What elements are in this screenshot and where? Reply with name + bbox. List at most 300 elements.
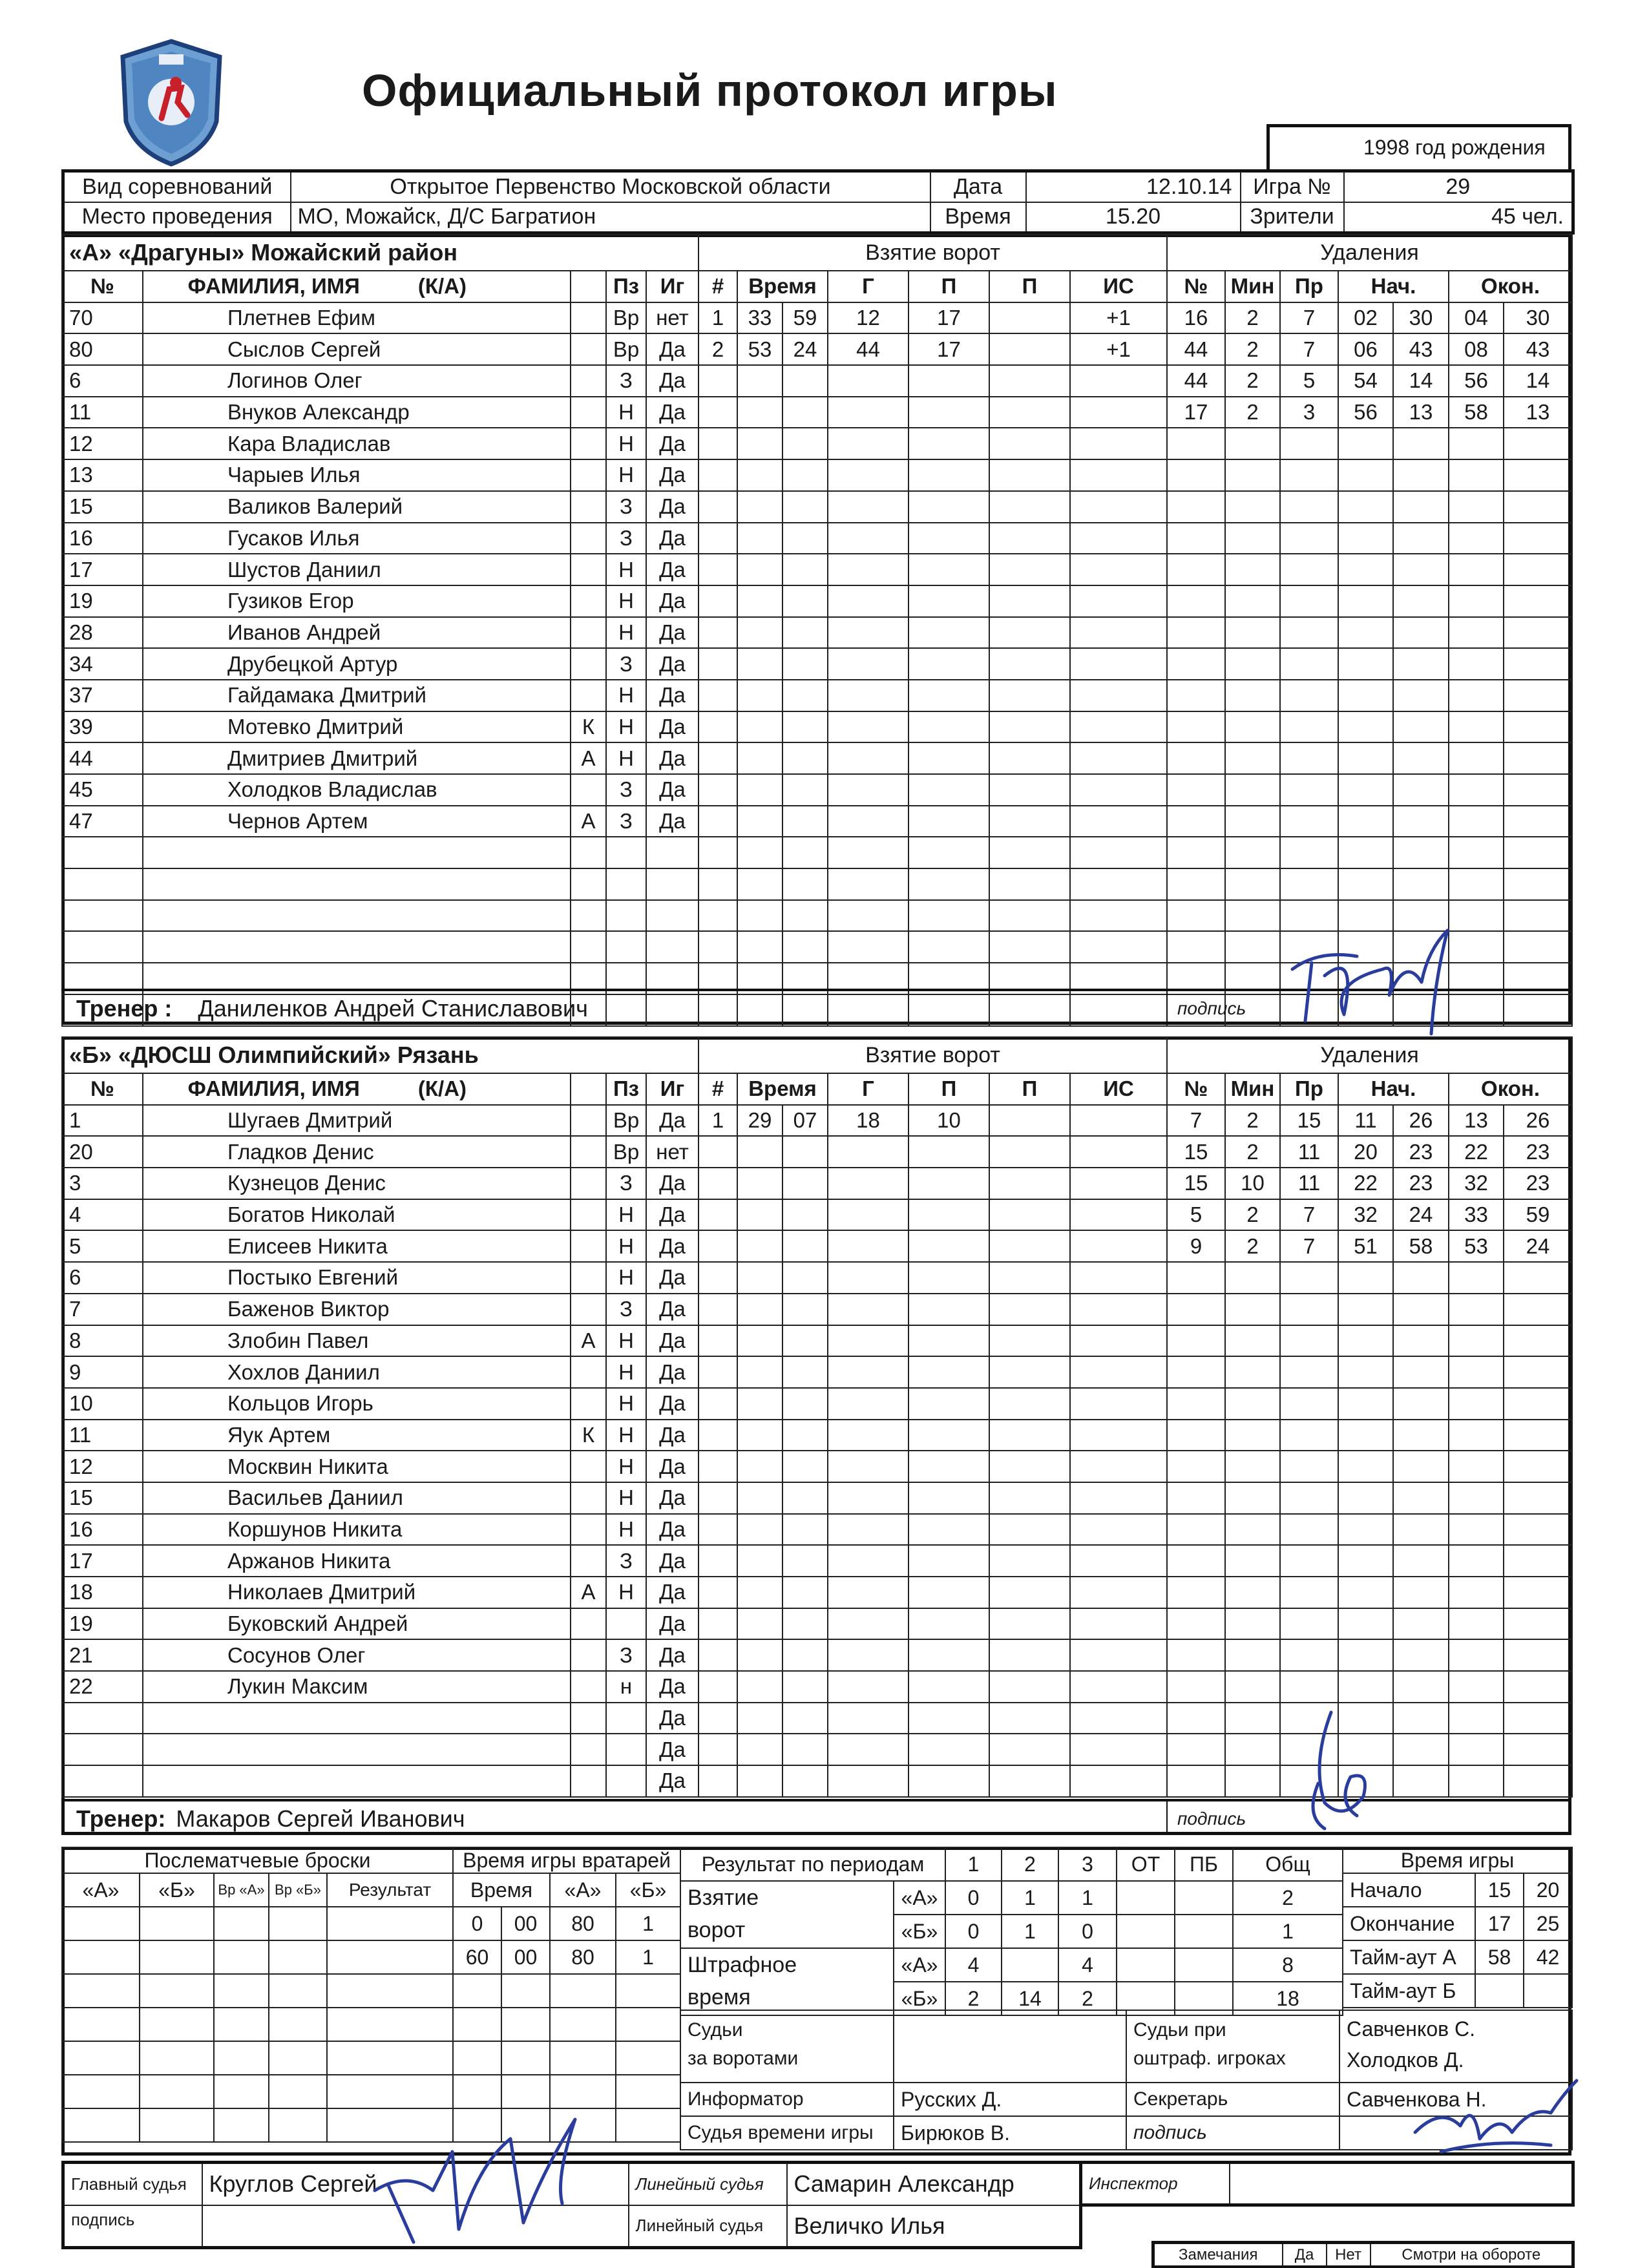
period-row-pim-a bbox=[680, 1948, 1343, 1982]
player-row bbox=[62, 1199, 698, 1231]
goal-assist-1 bbox=[909, 523, 989, 554]
player-played: Да bbox=[646, 1703, 698, 1734]
goal-minute bbox=[737, 1608, 782, 1640]
player-number: 37 bbox=[62, 680, 143, 711]
goal-number bbox=[698, 1420, 737, 1451]
player-position: Н bbox=[606, 1577, 646, 1608]
goal-minute bbox=[737, 1168, 782, 1199]
goal-situation bbox=[1070, 1136, 1167, 1168]
player-name: Шугаев Дмитрий bbox=[143, 1105, 571, 1137]
goal-scorer bbox=[828, 711, 909, 743]
player-number: 11 bbox=[62, 1420, 143, 1451]
player-played bbox=[646, 931, 698, 963]
goal-second bbox=[782, 1482, 828, 1514]
penalty-start-sec bbox=[1393, 1482, 1449, 1514]
player-captain-mark bbox=[571, 1639, 606, 1671]
penalty-start-min bbox=[1338, 806, 1393, 837]
penalty-reason bbox=[1280, 554, 1338, 585]
goal-scorer bbox=[828, 1577, 909, 1608]
informer-label: Информатор bbox=[680, 2083, 894, 2116]
penalty-row bbox=[1167, 554, 1572, 585]
period-total-value: 8 bbox=[1233, 1948, 1343, 1982]
goal-scorer bbox=[828, 397, 909, 428]
goal-row bbox=[698, 1388, 1167, 1420]
pen-col-end: Окон. bbox=[1449, 1073, 1572, 1105]
player-position bbox=[606, 931, 646, 963]
player-name: Сосунов Олег bbox=[143, 1639, 571, 1671]
player-number bbox=[62, 1734, 143, 1765]
penalty-end-sec bbox=[1504, 1639, 1572, 1671]
penalty-player bbox=[1167, 459, 1225, 491]
player-number: 13 bbox=[62, 459, 143, 491]
goal-minute bbox=[737, 397, 782, 428]
penalty-start-sec: 26 bbox=[1393, 1105, 1449, 1137]
player-row bbox=[62, 742, 698, 774]
player-played: Да bbox=[646, 648, 698, 680]
player-number: 80 bbox=[62, 333, 143, 365]
penalty-end-min: 04 bbox=[1449, 302, 1504, 334]
player-row bbox=[62, 365, 698, 397]
goal-assist-1 bbox=[909, 1420, 989, 1451]
goal-row bbox=[698, 365, 1167, 397]
player-captain-mark bbox=[571, 585, 606, 617]
federation-shield-icon bbox=[116, 37, 226, 167]
penalty-end-sec bbox=[1504, 1294, 1572, 1325]
penalty-reason bbox=[1280, 806, 1338, 837]
player-row bbox=[62, 302, 698, 334]
player-captain-mark bbox=[571, 491, 606, 523]
player-captain-mark: А bbox=[571, 1577, 606, 1608]
player-number: 5 bbox=[62, 1230, 143, 1262]
goal-assist-1 bbox=[909, 1577, 989, 1608]
goal-minute bbox=[737, 774, 782, 806]
line-judge-1-value: Самарин Александр bbox=[787, 2163, 1081, 2205]
goal-row bbox=[698, 680, 1167, 711]
goal-row bbox=[698, 554, 1167, 585]
penalty-minutes bbox=[1225, 1514, 1280, 1546]
penalty-end-min bbox=[1449, 1482, 1504, 1514]
period-value: 2 bbox=[1058, 1982, 1117, 2015]
player-captain-mark bbox=[571, 1671, 606, 1703]
penalty-start-sec: 13 bbox=[1393, 397, 1449, 428]
player-captain-mark bbox=[571, 397, 606, 428]
penalty-minutes bbox=[1225, 617, 1280, 649]
player-name: Чернов Артем bbox=[143, 806, 571, 837]
penalty-player: 44 bbox=[1167, 333, 1225, 365]
goal-situation bbox=[1070, 1230, 1167, 1262]
player-captain-mark bbox=[571, 900, 606, 932]
period-team-tag: «Б» bbox=[894, 1982, 945, 2015]
col-name: ФАМИЛИЯ, ИМЯ (К/А) bbox=[143, 271, 571, 302]
penalty-row bbox=[1167, 837, 1572, 868]
goal-row bbox=[698, 774, 1167, 806]
goal-situation bbox=[1070, 1608, 1167, 1640]
goal-scorer bbox=[828, 1230, 909, 1262]
player-row bbox=[62, 1325, 698, 1357]
player-number: 17 bbox=[62, 1545, 143, 1577]
goal-assist-2 bbox=[989, 397, 1070, 428]
goal-situation bbox=[1070, 585, 1167, 617]
penalty-start-min bbox=[1338, 585, 1393, 617]
goal-second bbox=[782, 774, 828, 806]
goal-situation bbox=[1070, 742, 1167, 774]
goal-row bbox=[698, 806, 1167, 837]
goal-row bbox=[698, 1294, 1167, 1325]
goal-minute: 33 bbox=[737, 302, 782, 334]
period-value bbox=[1117, 1915, 1175, 1948]
penalty-start-min: 20 bbox=[1338, 1136, 1393, 1168]
period-value: 1 bbox=[1002, 1915, 1058, 1948]
goal-situation bbox=[1070, 1105, 1167, 1137]
penalty-minutes bbox=[1225, 1734, 1280, 1765]
goal-situation bbox=[1070, 931, 1167, 963]
penalty-start-min: 32 bbox=[1338, 1199, 1393, 1231]
penalty-minutes: 10 bbox=[1225, 1168, 1280, 1199]
goal-situation: +1 bbox=[1070, 302, 1167, 334]
player-row bbox=[62, 1734, 698, 1765]
goal-second bbox=[782, 1545, 828, 1577]
goal-scorer bbox=[828, 1356, 909, 1388]
penalty-start-sec bbox=[1393, 1451, 1449, 1482]
pen-col-start: Нач. bbox=[1338, 1073, 1449, 1105]
goal-assist-2 bbox=[989, 1703, 1070, 1734]
goal-assist-2 bbox=[989, 1388, 1070, 1420]
goal-row bbox=[698, 931, 1167, 963]
period-row-goals-a bbox=[680, 1881, 1343, 1915]
timeout-b-sec bbox=[1524, 1974, 1572, 2008]
penalty-end-sec bbox=[1504, 1451, 1572, 1482]
game-label: Игра № bbox=[1241, 171, 1344, 202]
goal-second bbox=[782, 1703, 828, 1734]
remarks-yes[interactable]: Да bbox=[1283, 2243, 1327, 2267]
goal-minute bbox=[737, 1514, 782, 1546]
goal-assist-1 bbox=[909, 1639, 989, 1671]
player-position: З bbox=[606, 491, 646, 523]
goal-number bbox=[698, 1262, 737, 1294]
team-a-penalties bbox=[1166, 234, 1573, 1027]
goal-scorer bbox=[828, 900, 909, 932]
penalty-row bbox=[1167, 680, 1572, 711]
player-played: нет bbox=[646, 302, 698, 334]
penalty-end-sec bbox=[1504, 742, 1572, 774]
goal-assist-1 bbox=[909, 868, 989, 900]
goal-assist-2 bbox=[989, 302, 1070, 334]
player-position: З bbox=[606, 648, 646, 680]
goal-assist-2 bbox=[989, 900, 1070, 932]
goal-minute bbox=[737, 1388, 782, 1420]
player-row bbox=[62, 774, 698, 806]
penalty-start-min bbox=[1338, 428, 1393, 459]
goal-second bbox=[782, 1420, 828, 1451]
player-number: 17 bbox=[62, 554, 143, 585]
goal-assist-2 bbox=[989, 1356, 1070, 1388]
period-total-value: 1 bbox=[1233, 1915, 1343, 1948]
goal-row bbox=[698, 742, 1167, 774]
penalty-minutes bbox=[1225, 1765, 1280, 1797]
goal-minute: 53 bbox=[737, 333, 782, 365]
goal-minute: 29 bbox=[737, 1105, 782, 1137]
goal-situation bbox=[1070, 397, 1167, 428]
goal-situation bbox=[1070, 868, 1167, 900]
penalty-minutes bbox=[1225, 711, 1280, 743]
start-label: Начало bbox=[1343, 1873, 1475, 1907]
player-played: Да bbox=[646, 617, 698, 649]
penalty-end-sec bbox=[1504, 837, 1572, 868]
goal-assist-1 bbox=[909, 1230, 989, 1262]
penalty-end-min bbox=[1449, 1545, 1504, 1577]
goal-assist-2 bbox=[989, 1765, 1070, 1797]
player-name bbox=[143, 1703, 571, 1734]
penalty-start-sec bbox=[1393, 1294, 1449, 1325]
penalty-end-sec bbox=[1504, 1482, 1572, 1514]
penalty-player bbox=[1167, 617, 1225, 649]
player-row bbox=[62, 1136, 698, 1168]
penalty-end-sec bbox=[1504, 1703, 1572, 1734]
penalty-player bbox=[1167, 680, 1225, 711]
goal-assist-2 bbox=[989, 806, 1070, 837]
goal-scorer: 18 bbox=[828, 1105, 909, 1137]
goal-second bbox=[782, 711, 828, 743]
penalty-player bbox=[1167, 900, 1225, 932]
goal-assist-2 bbox=[989, 1639, 1070, 1671]
goal-number bbox=[698, 806, 737, 837]
goal-judges-label: Судьи за воротами bbox=[680, 2010, 894, 2083]
player-row bbox=[62, 1639, 698, 1671]
penalty-start-sec bbox=[1393, 1639, 1449, 1671]
player-name: Аржанов Никита bbox=[143, 1545, 571, 1577]
penalty-start-min bbox=[1338, 1577, 1393, 1608]
goal-number bbox=[698, 931, 737, 963]
goal-second bbox=[782, 554, 828, 585]
goal-scorer bbox=[828, 806, 909, 837]
penalty-start-min bbox=[1338, 1356, 1393, 1388]
player-row bbox=[62, 1577, 698, 1608]
goal-second bbox=[782, 491, 828, 523]
penalty-end-sec bbox=[1504, 774, 1572, 806]
goal-assist-2 bbox=[989, 333, 1070, 365]
player-played: Да bbox=[646, 1671, 698, 1703]
penalty-minutes bbox=[1225, 1545, 1280, 1577]
player-position: Н bbox=[606, 397, 646, 428]
player-position: Н bbox=[606, 554, 646, 585]
penalty-minutes bbox=[1225, 1608, 1280, 1640]
player-position bbox=[606, 868, 646, 900]
player-captain-mark bbox=[571, 1294, 606, 1325]
goal-number bbox=[698, 774, 737, 806]
player-number: 12 bbox=[62, 428, 143, 459]
penalty-row bbox=[1167, 1514, 1572, 1546]
goal-situation bbox=[1070, 648, 1167, 680]
penalty-row bbox=[1167, 806, 1572, 837]
penalty-reason bbox=[1280, 1294, 1338, 1325]
penalty-row bbox=[1167, 491, 1572, 523]
goal-number bbox=[698, 1703, 737, 1734]
player-number: 45 bbox=[62, 774, 143, 806]
goal-row bbox=[698, 837, 1167, 868]
goal-assist-1 bbox=[909, 711, 989, 743]
penalty-player bbox=[1167, 868, 1225, 900]
team-a-goals bbox=[698, 234, 1168, 1027]
player-name: Дмитриев Дмитрий bbox=[143, 742, 571, 774]
goal-scorer bbox=[828, 1262, 909, 1294]
player-played: Да bbox=[646, 554, 698, 585]
goal-second bbox=[782, 1671, 828, 1703]
player-captain-mark bbox=[571, 1199, 606, 1231]
player-number: 21 bbox=[62, 1639, 143, 1671]
player-name: Николаев Дмитрий bbox=[143, 1577, 571, 1608]
penalty-start-sec: 43 bbox=[1393, 333, 1449, 365]
player-position: Н bbox=[606, 680, 646, 711]
player-captain-mark: К bbox=[571, 1420, 606, 1451]
goal-scorer bbox=[828, 554, 909, 585]
penalty-row bbox=[1167, 1325, 1572, 1357]
so-col-a: «А» bbox=[62, 1873, 140, 1907]
signature-team-a bbox=[1266, 911, 1473, 1040]
goal-assist-2 bbox=[989, 1545, 1070, 1577]
penalty-start-sec bbox=[1393, 617, 1449, 649]
player-name bbox=[143, 1734, 571, 1765]
penalty-start-min bbox=[1338, 711, 1393, 743]
penalty-player bbox=[1167, 648, 1225, 680]
goal-situation bbox=[1070, 1168, 1167, 1199]
player-position: Н bbox=[606, 1262, 646, 1294]
goal-situation bbox=[1070, 1671, 1167, 1703]
goal-col-g: Г bbox=[828, 1073, 909, 1105]
penalty-minutes: 2 bbox=[1225, 397, 1280, 428]
team-a-signature-label: подпись bbox=[1177, 998, 1246, 1018]
goal-situation bbox=[1070, 1545, 1167, 1577]
penalty-start-sec: 24 bbox=[1393, 1199, 1449, 1231]
team-b-coach: Тренер: Макаров Сергей Иванович bbox=[76, 1805, 465, 1832]
player-played: Да bbox=[646, 680, 698, 711]
penalty-reason bbox=[1280, 1262, 1338, 1294]
goal-number bbox=[698, 1765, 737, 1797]
player-row bbox=[62, 428, 698, 459]
player-position: Н bbox=[606, 459, 646, 491]
player-position: Вр bbox=[606, 302, 646, 334]
goal-assist-2 bbox=[989, 1199, 1070, 1231]
goal-scorer bbox=[828, 648, 909, 680]
col-ka-spacer bbox=[571, 1073, 606, 1105]
goalie-time-minute: 0 bbox=[453, 1907, 501, 1940]
goal-second bbox=[782, 1325, 828, 1357]
player-captain-mark bbox=[571, 617, 606, 649]
penalty-end-min bbox=[1449, 1703, 1504, 1734]
player-row bbox=[62, 931, 698, 963]
competition-value: Открытое Первенство Московской области bbox=[291, 171, 930, 202]
player-position: Н bbox=[606, 428, 646, 459]
penalty-reason: 11 bbox=[1280, 1136, 1338, 1168]
penalty-end-min bbox=[1449, 774, 1504, 806]
penalty-start-min bbox=[1338, 1451, 1393, 1482]
penalty-minutes: 2 bbox=[1225, 1136, 1280, 1168]
player-name: Елисеев Никита bbox=[143, 1230, 571, 1262]
player-position: Вр bbox=[606, 1105, 646, 1137]
remarks-no[interactable]: Нет bbox=[1327, 2243, 1371, 2267]
player-row bbox=[62, 711, 698, 743]
goal-assist-1 bbox=[909, 1451, 989, 1482]
penalty-start-sec bbox=[1393, 1608, 1449, 1640]
player-captain-mark: А bbox=[571, 1325, 606, 1357]
goal-second bbox=[782, 1608, 828, 1640]
penalty-row bbox=[1167, 868, 1572, 900]
penalty-player: 9 bbox=[1167, 1230, 1225, 1262]
penalty-start-min bbox=[1338, 523, 1393, 554]
player-position: Н bbox=[606, 1356, 646, 1388]
competition-label: Вид соревнований bbox=[63, 171, 291, 202]
player-played: Да bbox=[646, 1451, 698, 1482]
goal-col-hash: # bbox=[698, 1073, 737, 1105]
goal-minute bbox=[737, 617, 782, 649]
player-captain-mark bbox=[571, 428, 606, 459]
penalty-row bbox=[1167, 1168, 1572, 1199]
player-name: Гусаков Илья bbox=[143, 523, 571, 554]
game-time-table bbox=[1342, 1847, 1573, 2008]
penalty-row bbox=[1167, 1545, 1572, 1577]
penalty-row bbox=[1167, 1136, 1572, 1168]
penalty-end-min: 13 bbox=[1449, 1105, 1504, 1137]
penalty-player: 7 bbox=[1167, 1105, 1225, 1137]
player-name: Гайдамака Дмитрий bbox=[143, 680, 571, 711]
col-pz: Пз bbox=[606, 1073, 646, 1105]
meta-table bbox=[61, 169, 1575, 235]
player-captain-mark bbox=[571, 1765, 606, 1797]
goal-second bbox=[782, 1577, 828, 1608]
goal-assist-2 bbox=[989, 1577, 1070, 1608]
penalty-player bbox=[1167, 1262, 1225, 1294]
player-position: Н bbox=[606, 585, 646, 617]
shootout-title: Послематчевые броски bbox=[62, 1847, 453, 1873]
player-position: З bbox=[606, 365, 646, 397]
goal-col-p1: П bbox=[909, 271, 989, 302]
penalty-end-min bbox=[1449, 1262, 1504, 1294]
player-position: Н bbox=[606, 1451, 646, 1482]
player-name: Коршунов Никита bbox=[143, 1514, 571, 1546]
goal-scorer bbox=[828, 1388, 909, 1420]
penalty-end-sec bbox=[1504, 648, 1572, 680]
col-ig: Иг bbox=[646, 271, 698, 302]
goal-assist-1 bbox=[909, 680, 989, 711]
goal-minute bbox=[737, 837, 782, 868]
line-judge-2-label: Линейный судья bbox=[629, 2205, 787, 2248]
penalty-reason bbox=[1280, 868, 1338, 900]
penalty-end-sec bbox=[1504, 1325, 1572, 1357]
period-value: 0 bbox=[1058, 1915, 1117, 1948]
time-label: Время bbox=[930, 202, 1026, 233]
player-name: Сыслов Сергей bbox=[143, 333, 571, 365]
penalty-minutes bbox=[1225, 1639, 1280, 1671]
penalty-end-min: 32 bbox=[1449, 1168, 1504, 1199]
penalty-player bbox=[1167, 1451, 1225, 1482]
timekeeper-value: Бирюков В. bbox=[894, 2116, 1126, 2150]
goal-minute bbox=[737, 806, 782, 837]
penalty-start-min bbox=[1338, 1262, 1393, 1294]
penalty-minutes: 2 bbox=[1225, 1230, 1280, 1262]
pen-col-pr: Пр bbox=[1280, 271, 1338, 302]
penalty-end-min bbox=[1449, 1639, 1504, 1671]
penalty-end-min bbox=[1449, 1356, 1504, 1388]
player-played: Да bbox=[646, 523, 698, 554]
goal-situation bbox=[1070, 523, 1167, 554]
penalty-player: 44 bbox=[1167, 365, 1225, 397]
goal-situation bbox=[1070, 1639, 1167, 1671]
signature-team-b bbox=[1286, 1706, 1454, 1835]
penalty-reason bbox=[1280, 1608, 1338, 1640]
penalty-row bbox=[1167, 1451, 1572, 1482]
goal-row bbox=[698, 1545, 1167, 1577]
penalty-end-min bbox=[1449, 585, 1504, 617]
penalty-end-sec bbox=[1504, 585, 1572, 617]
